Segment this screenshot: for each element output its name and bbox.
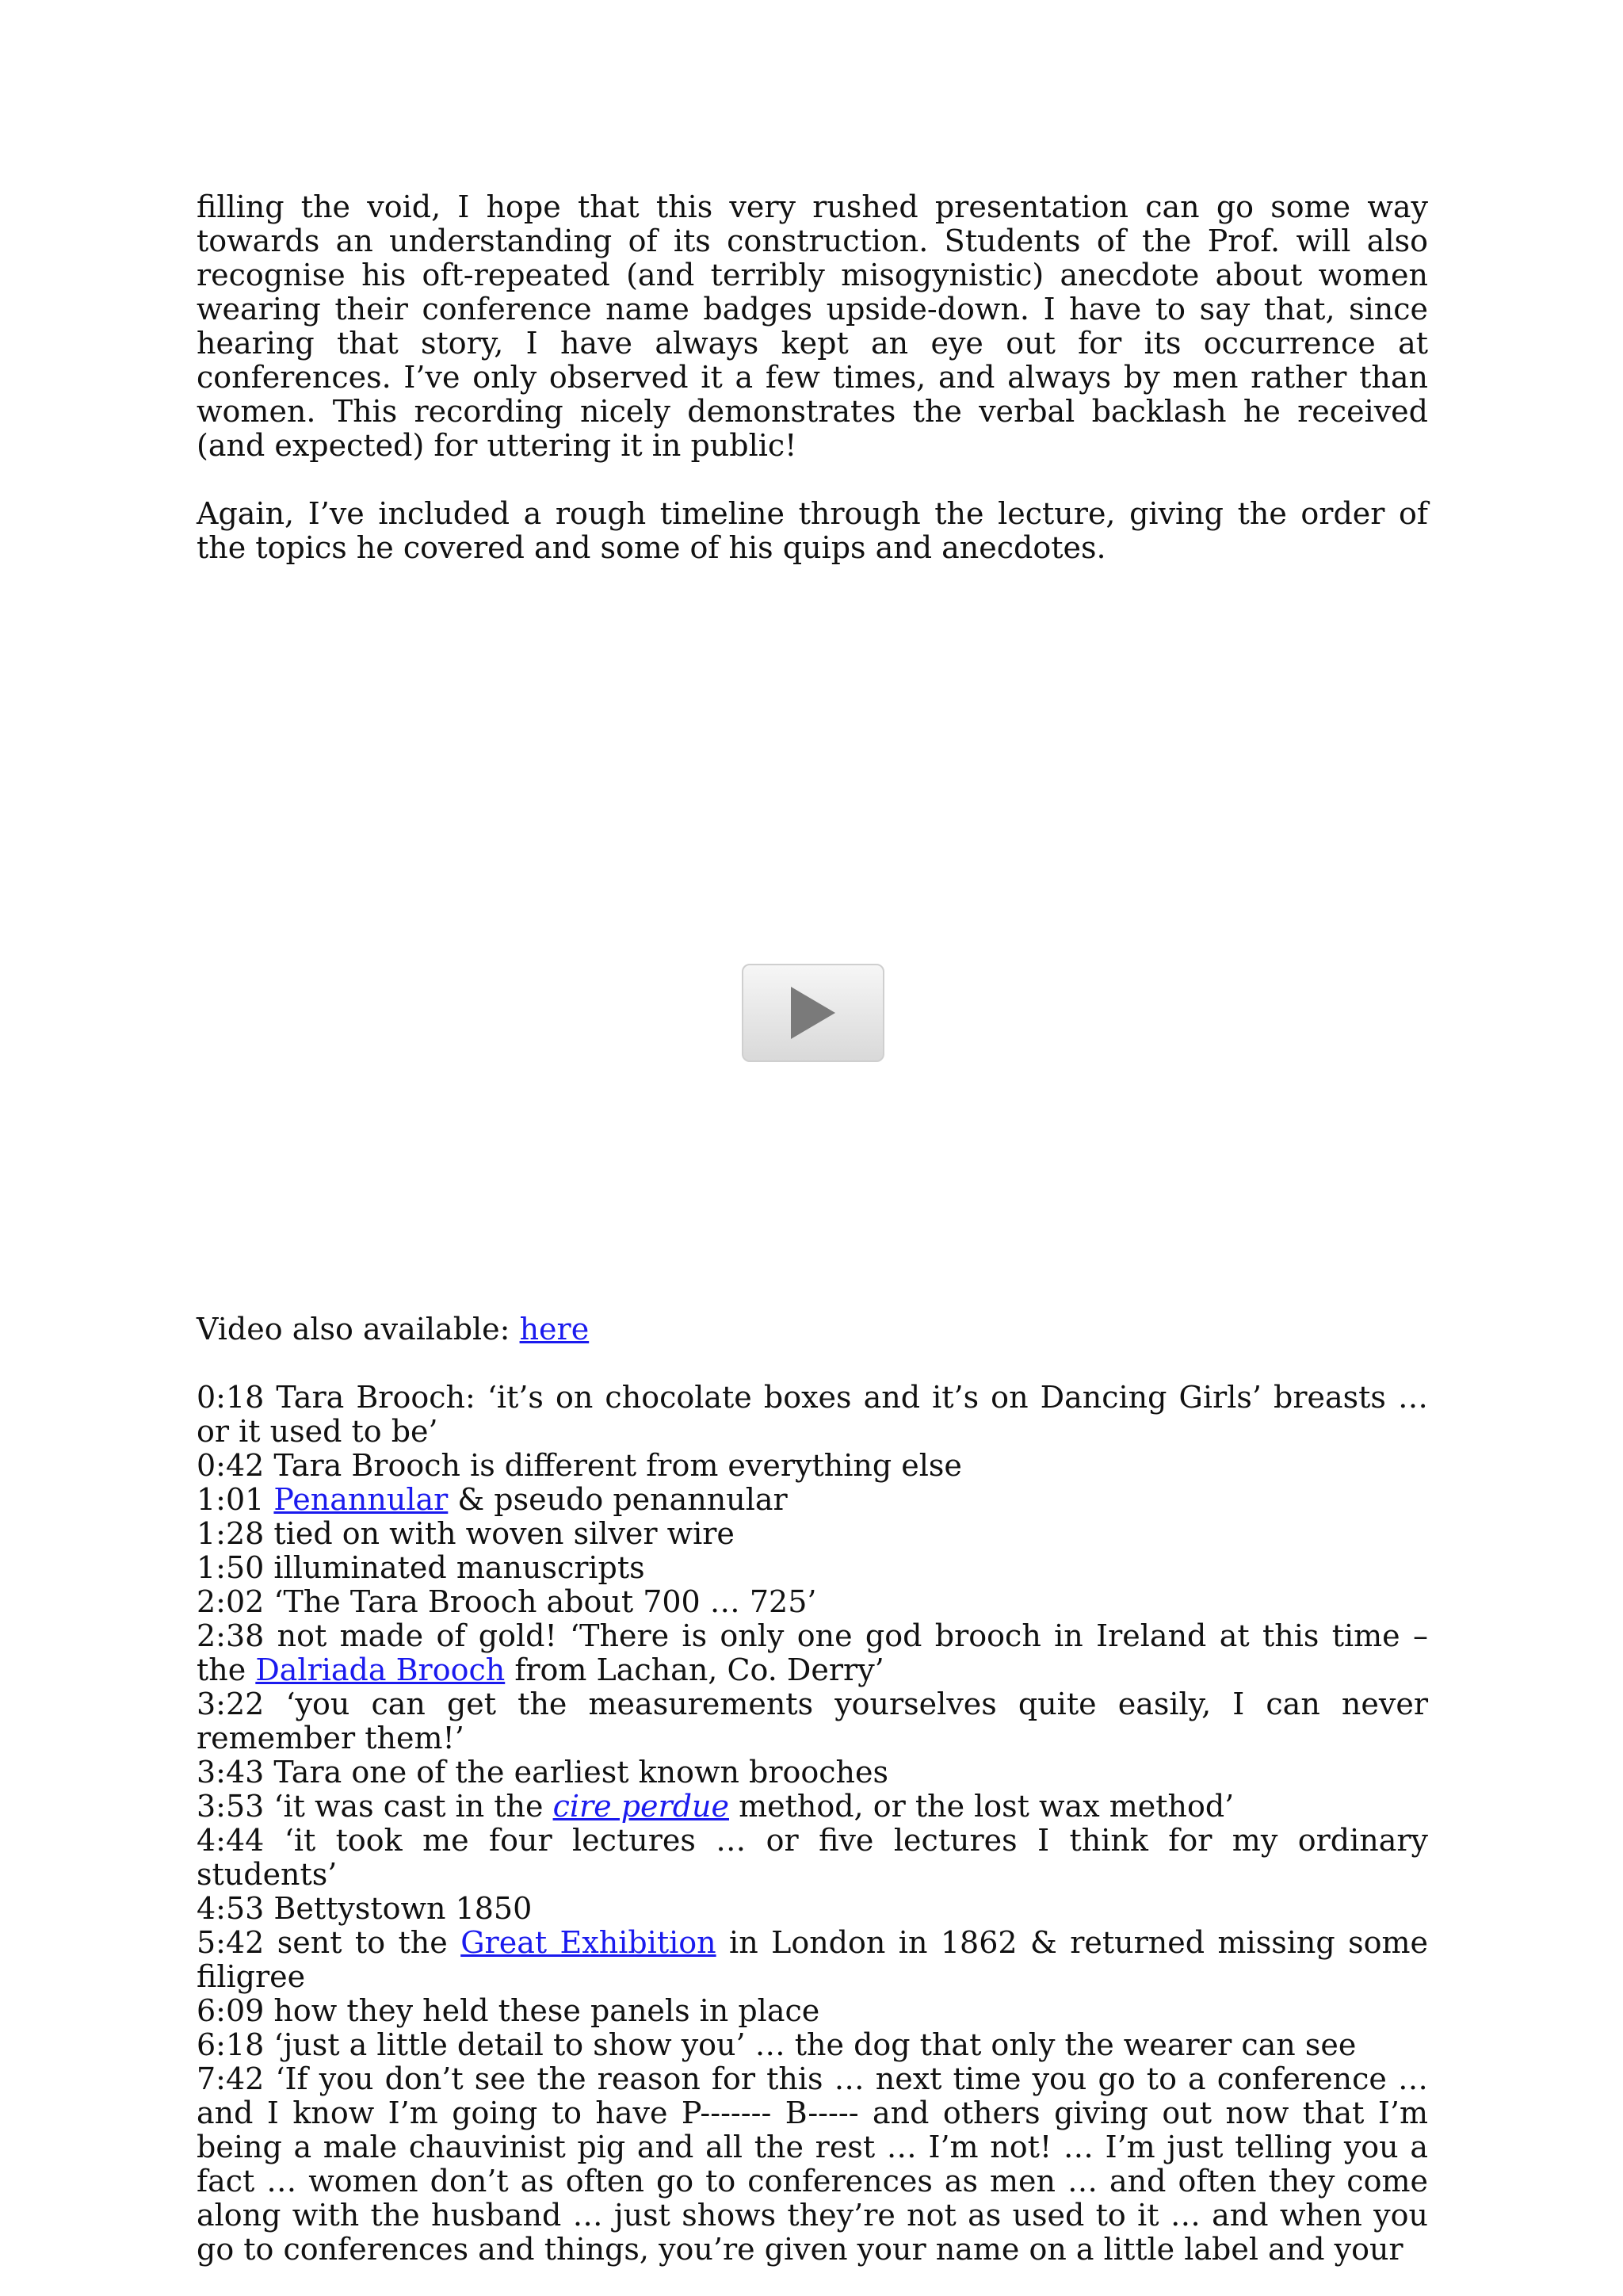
timeline-entry: 0:42 Tara Brooch is different from everything else [197, 1448, 962, 1483]
video-availability [197, 1312, 1428, 1347]
timeline-entry [197, 1619, 1428, 1687]
embedded-video[interactable] [197, 599, 1428, 1312]
timeline-entry-text: & pseudo penannular [448, 1482, 788, 1517]
intro-paragraph-1: filling the void, I hope that this very rushed presentation can go some way towards an understanding of its construction. Students of the Prof. will also recognise his oft-repeated (and terribly misogynistic) anecdote about women wearing their conference name badges upside-down. I have to say that, since hearing that story, I have always kept an eye out for its occurrence at conferences. I’ve only observed it a few times, and always by men rather than women. This recording nicely demonstrates the verbal backlash he received (and expected) for uttering it in public! [197, 189, 1428, 463]
timeline-entry-text: 5:42 sent to the [197, 1925, 461, 1960]
intro-paragraph-2: Again, I’ve included a rough timeline through the lecture, giving the order of the topics he covered and some of his quips and anecdotes. [197, 496, 1428, 565]
timeline-entry: 1:28 tied on with woven silver wire [197, 1516, 735, 1551]
timeline-entry-text: 3:53 ‘it was cast in the [197, 1789, 553, 1824]
timeline-entry: 3:43 Tara one of the earliest known brooches [197, 1755, 889, 1790]
timeline-entry-text: in London in 1862 & returned missing some filigree [197, 1925, 1428, 1994]
video-link-here[interactable]: here [519, 1312, 590, 1347]
timeline-entry: 6:18 ‘just a little detail to show you’ … the dog that only the wearer can see [197, 2027, 1357, 2062]
timeline-entry-text: 1:01 [197, 1482, 274, 1517]
timeline-entry: 6:09 how they held these panels in place [197, 1993, 820, 2028]
timeline-link[interactable]: Dalriada Brooch [255, 1652, 506, 1687]
availability-label: Video also available: [197, 1312, 520, 1347]
timeline-entry-text: from Lachan, Co. Derry’ [505, 1652, 884, 1687]
timeline-link[interactable]: Great Exhibition [460, 1925, 716, 1960]
timeline-entry-text: method, or the lost wax method’ [729, 1789, 1235, 1824]
lecture-timeline [197, 1381, 1428, 2267]
document-page [197, 190, 1428, 2267]
timeline-entry [197, 1790, 1428, 1824]
timeline-entry: 1:50 illuminated manuscripts [197, 1550, 645, 1585]
timeline-entry [197, 1926, 1428, 1994]
timeline-entry: 3:22 ‘you can get the measurements yourselves quite easily, I can never remember them!’ [197, 1687, 1428, 1755]
timeline-entry: 4:53 Bettystown 1850 [197, 1891, 533, 1926]
timeline-entry: 2:02 ‘The Tara Brooch about 700 … 725’ [197, 1584, 817, 1619]
timeline-entry: 4:44 ‘it took me four lectures … or five lectures I think for my ordinary students’ [197, 1823, 1428, 1892]
timeline-entry: 0:18 Tara Brooch: ‘it’s on chocolate boxes and it’s on Dancing Girls’ breasts … or it used to be’ [197, 1380, 1428, 1449]
timeline-link[interactable]: Penannular [273, 1482, 449, 1517]
timeline-entry [197, 1483, 1428, 1517]
timeline-entry: 7:42 ‘If you don’t see the reason for this … next time you go to a conference … and I know I’m going to have P------- B----- and others giving out now that I’m being a male chauvinist pig and all the rest … I’m not! … I’m just telling you a fact … women don’t as often go to conferences as men … and often they come along with the husband … just shows they’re not as used to it … and when you go to conferences and things, you’re given your name on a little label and your [197, 2061, 1428, 2267]
play-button[interactable] [742, 964, 884, 1062]
timeline-entry-text: 2:38 not made of gold! ‘There is only one god brooch in Ireland at this time – the [197, 1618, 1428, 1687]
play-icon [788, 984, 838, 1042]
timeline-link[interactable]: cire perdue [552, 1789, 729, 1824]
